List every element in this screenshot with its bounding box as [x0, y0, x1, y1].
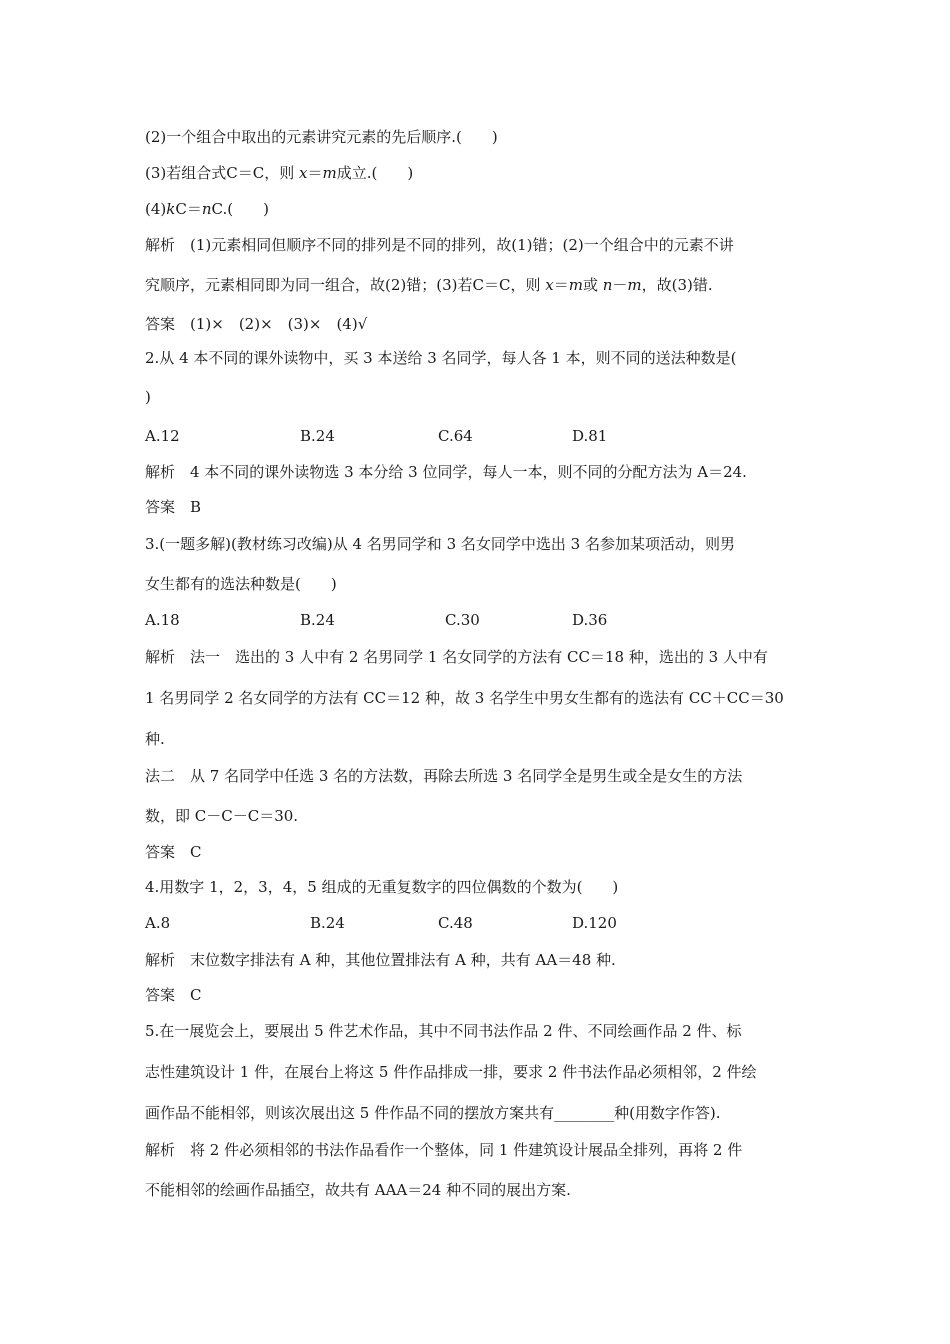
analysis-1-line-2	[145, 275, 713, 295]
analysis-1-a: 究顺序，元素相同即为同一组合，故(2)错；(3)若C＝C，则	[145, 276, 546, 294]
question-5-line-2: 志性建筑设计 1 件，在展台上将这 5 件作品排成一排，要求 2 件书法作品必须相邻，2 件绘	[145, 1063, 757, 1081]
analysis-5-line-2: 不能相邻的绘画作品插空，故共有 AAA＝24 种不同的展出方案.	[145, 1181, 571, 1199]
option-b: B.24	[300, 611, 335, 629]
var-m-3: m	[627, 276, 642, 294]
option-c: C.48	[438, 914, 473, 932]
item-2-text: (2)一个组合中取出的元素讲究元素的先后顺序.( )	[145, 128, 498, 146]
option-a: A.12	[145, 427, 180, 445]
option-a: A.18	[145, 611, 180, 629]
analysis-5-line-1: 解析 将 2 件必须相邻的书法作品看作一个整体，同 1 件建筑设计展品全排列，再将 2 件	[145, 1141, 743, 1159]
question-4: 4.用数字 1，2，3，4，5 组成的无重复数字的四位偶数的个数为( )	[145, 878, 619, 896]
question-5-line-3: 画作品不能相邻，则该次展出这 5 件作品不同的摆放方案共有________种(用数字作答).	[145, 1104, 721, 1122]
question-2-line-1: 2.从 4 本不同的课外读物中，买 3 本送给 3 名同学，每人各 1 本，则不同的送法种数是(	[145, 349, 737, 367]
analysis-3-line-4: 法二 从 7 名同学中任选 3 名的方法数，再除去所选 3 名同学全是男生或全是女生的方法	[145, 767, 743, 785]
analysis-1-or: 或	[582, 276, 603, 294]
option-d: D.81	[572, 427, 608, 445]
analysis-3-line-3: 种.	[145, 730, 165, 748]
question-5-line-1: 5.在一展览会上，要展出 5 件艺术作品，其中不同书法作品 2 件、不同绘画作品 2 件、标	[145, 1022, 742, 1040]
var-k: k	[166, 200, 176, 218]
option-a: A.8	[145, 914, 171, 932]
option-b: B.24	[300, 427, 335, 445]
option-c: C.64	[438, 427, 473, 445]
var-m: m	[322, 164, 337, 182]
var-x-2: x	[545, 276, 554, 294]
var-m-2: m	[568, 276, 583, 294]
question-2-line-2: )	[145, 388, 151, 406]
item-3-text	[145, 163, 413, 183]
item-4-c: C＝	[175, 200, 202, 218]
item-3-e: 成立.( )	[336, 164, 414, 182]
answer-4: 答案 C	[145, 986, 202, 1004]
option-c: C.30	[445, 611, 480, 629]
analysis-1-eq: ＝	[553, 276, 569, 294]
item-3-eq: ＝	[307, 164, 323, 182]
answer-2: 答案 B	[145, 498, 202, 516]
analysis-1-line-1: 解析 (1)元素相同但顺序不同的排列是不同的排列，故(1)错；(2)一个组合中的元素不讲	[145, 236, 734, 254]
option-d: D.120	[572, 914, 617, 932]
var-n-2: n	[602, 276, 613, 294]
analysis-3-line-5: 数，即 C－C－C＝30.	[145, 807, 299, 825]
analysis-1-minus: －	[612, 276, 628, 294]
var-n: n	[201, 200, 212, 218]
answer-3: 答案 C	[145, 843, 202, 861]
analysis-3-line-1: 解析 法一 选出的 3 人中有 2 名男同学 1 名女同学的方法有 CC＝18 种，选出的 3 人中有	[145, 648, 768, 666]
var-x: x	[298, 164, 308, 182]
analysis-4: 解析 末位数字排法有 A 种，其他位置排法有 A 种，共有 AA＝48 种.	[145, 951, 616, 969]
question-3-line-1: 3.(一题多解)(教材练习改编)从 4 名男同学和 3 名女同学中选出 3 名参加某项活动，则男	[145, 535, 735, 553]
item-3-a: (3)若组合式C＝C，则	[145, 164, 299, 182]
item-4-e: C.( )	[211, 200, 269, 218]
analysis-2: 解析 4 本不同的课外读物选 3 本分给 3 位同学，每人一本，则不同的分配方法为 A＝24.	[145, 463, 747, 481]
analysis-3-line-2: 1 名男同学 2 名女同学的方法有 CC＝12 种，故 3 名学生中男女生都有的选法有 CC＋CC＝30	[145, 689, 784, 707]
answer-1: 答案 (1)× (2)× (3)× (4)√	[145, 315, 368, 333]
analysis-1-end: ，故(3)错.	[641, 276, 713, 294]
option-b: B.24	[310, 914, 345, 932]
question-3-line-2: 女生都有的选法种数是( )	[145, 575, 337, 593]
item-4-text	[145, 199, 269, 219]
option-d: D.36	[572, 611, 608, 629]
item-4-a: (4)	[145, 200, 167, 218]
